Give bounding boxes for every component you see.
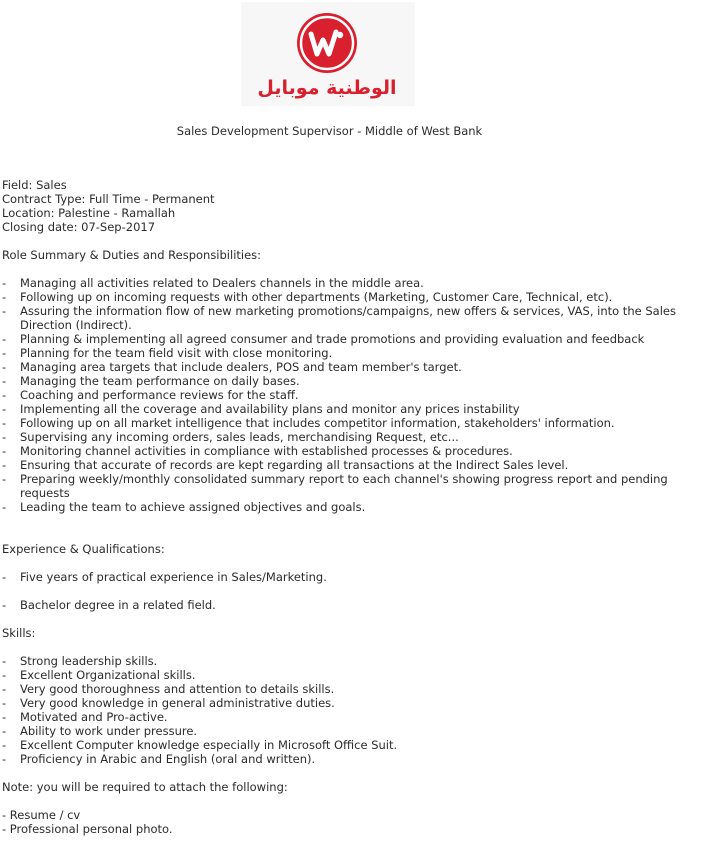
duty-item: - Implementing all the coverage and availability plans and monitor any prices instability <box>2 402 520 416</box>
skill-item: - Excellent Organizational skills. <box>2 668 196 682</box>
experience-item: - Five years of practical experience in Sales/Marketing. <box>2 570 327 584</box>
duty-item: - Supervising any incoming orders, sales leads, merchandising Request, etc... <box>2 430 459 444</box>
skill-item: - Excellent Computer knowledge especially in Microsoft Office Suit. <box>2 738 398 752</box>
attachment-item: - Resume / cv <box>2 808 81 822</box>
duties-list <box>2 276 702 514</box>
duty-item: - Following up on incoming requests with other departments (Marketing, Customer Care, Technical, etc). <box>2 290 613 304</box>
skills-list <box>2 654 702 766</box>
skill-item: - Strong leadership skills. <box>2 654 158 668</box>
skills-heading: Skills: <box>2 626 36 640</box>
skill-item: - Proficiency in Arabic and English (oral and written). <box>2 752 316 766</box>
job-title: Sales Development Supervisor - Middle of West Bank <box>176 124 483 138</box>
duty-item: - Planning & implementing all agreed consumer and trade promotions and providing evaluation and feedback <box>2 332 645 346</box>
duty-item: - Planning for the team field visit with close monitoring. <box>2 346 333 360</box>
company-logo <box>241 2 415 106</box>
meta-location: Location: Palestine - Ramallah <box>2 206 176 220</box>
duty-item: - Managing all activities related to Dealers channels in the middle area. <box>2 276 424 290</box>
duty-item: - Managing area targets that include dealers, POS and team member's target. <box>2 360 462 374</box>
red-circle-w-logo-icon <box>241 2 415 106</box>
duty-item: - Ensuring that accurate of records are kept regarding all transactions at the Indirect Sales level. <box>2 458 569 472</box>
experience-heading: Experience & Qualifications: <box>2 542 165 556</box>
skill-item: - Very good knowledge in general administrative duties. <box>2 696 335 710</box>
attachment-note: Note: you will be required to attach the following: <box>2 780 288 794</box>
skill-item: - Motivated and Pro-active. <box>2 710 168 724</box>
duty-item: - Managing the team performance on daily bases. <box>2 374 300 388</box>
meta-closing-date: Closing date: 07-Sep-2017 <box>2 220 156 234</box>
duty-item: - Preparing weekly/monthly consolidated summary report to each channel's showing progress report and pending requests <box>2 472 668 500</box>
meta-field: Field: Sales <box>2 178 67 192</box>
logo-arabic-text: الوطنية موبايل <box>257 77 397 99</box>
job-description <box>2 178 702 836</box>
duty-item: - Leading the team to achieve assigned objectives and goals. <box>2 500 366 514</box>
experience-item: - Bachelor degree in a related field. <box>2 598 216 612</box>
skill-item: - Ability to work under pressure. <box>2 724 198 738</box>
duty-item: - Monitoring channel activities in compliance with established processes & procedures. <box>2 444 513 458</box>
duties-heading: Role Summary & Duties and Responsibilities: <box>2 248 262 262</box>
duty-item: - Following up on all market intelligence that includes competitor information, stakeholders' information. <box>2 416 615 430</box>
duty-item: - Assuring the information flow of new marketing promotions/campaigns, new offers & services, VAS, into the Sales Direction (Indirect). <box>2 304 676 332</box>
duty-item: - Coaching and performance reviews for the staff. <box>2 388 299 402</box>
skill-item: - Very good thoroughness and attention to details skills. <box>2 682 335 696</box>
attachment-item: - Professional personal photo. <box>2 822 173 836</box>
meta-contract-type: Contract Type: Full Time - Permanent <box>2 192 215 206</box>
